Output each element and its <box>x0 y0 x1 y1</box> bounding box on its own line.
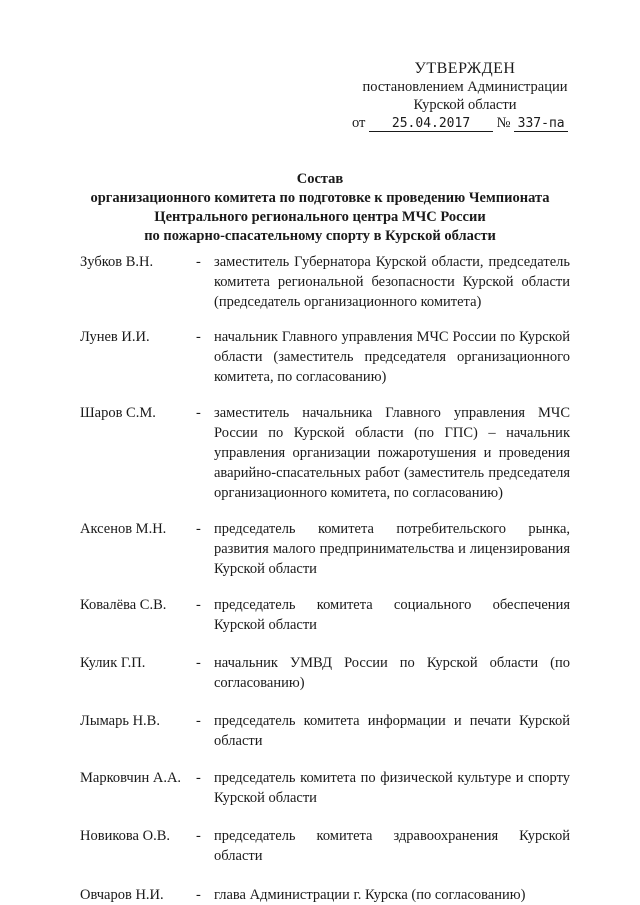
list-item <box>80 519 570 579</box>
member-name: Аксенов М.Н. <box>80 521 167 537</box>
member-role: председатель комитета потребительского рынка, развития малого предпринимательства и лицензирования Курской области <box>214 521 570 577</box>
list-item <box>80 252 570 312</box>
member-dash: - <box>196 521 201 537</box>
heading-title: Состав <box>296 171 344 187</box>
member-name: Новикова О.В. <box>80 828 170 844</box>
member-name: Лымарь Н.В. <box>80 713 160 729</box>
members-list <box>80 252 570 905</box>
list-item <box>80 403 570 503</box>
member-dash: - <box>196 405 201 421</box>
decree-date: 25.04.2017 <box>369 116 493 132</box>
member-name: Марковчин А.А. <box>80 770 182 786</box>
member-dash: - <box>196 597 201 613</box>
member-dash: - <box>196 887 201 903</box>
member-role: председатель комитета по физической культуре и спорту Курской области <box>214 770 570 806</box>
list-item <box>80 768 570 808</box>
date-prefix: от <box>352 115 366 131</box>
heading-line-2: организационного комитета по подготовке к проведению Чемпионата <box>90 190 550 206</box>
member-name: Лунев И.И. <box>80 329 150 345</box>
member-name: Ковалёва С.В. <box>80 597 167 613</box>
number-prefix: № <box>496 115 511 131</box>
document-heading <box>60 170 580 246</box>
approval-title: УТВЕРЖДЕН <box>414 60 516 77</box>
member-role: глава Администрации г. Курска (по согласованию) <box>214 887 526 903</box>
heading-line-3: Центрального регионального центра МЧС России <box>154 209 486 225</box>
member-dash: - <box>196 828 201 844</box>
member-dash: - <box>196 329 201 345</box>
member-dash: - <box>196 713 201 729</box>
approval-line-decree: постановлением Администрации <box>362 79 568 95</box>
member-name: Шаров С.М. <box>80 405 156 421</box>
member-name: Кулик Г.П. <box>80 655 146 671</box>
list-item <box>80 595 570 635</box>
member-role: председатель комитета здравоохранения Курской области <box>214 828 570 864</box>
member-role: председатель комитета информации и печати Курской области <box>214 713 570 749</box>
member-role: начальник Главного управления МЧС России по Курской области (заместитель председателя организационного комитета, по согласованию) <box>214 329 570 385</box>
approval-date-line <box>340 114 590 132</box>
list-item <box>80 327 570 387</box>
list-item <box>80 826 570 866</box>
member-role: председатель комитета социального обеспечения Курской области <box>214 597 570 633</box>
list-item <box>80 653 570 693</box>
member-role: начальник УМВД России по Курской области (по согласованию) <box>214 655 570 691</box>
approval-block <box>340 60 590 132</box>
member-dash: - <box>196 254 201 270</box>
approval-line-region: Курской области <box>413 97 517 113</box>
heading-line-4: по пожарно-спасательному спорту в Курской области <box>144 228 496 244</box>
member-dash: - <box>196 655 201 671</box>
member-dash: - <box>196 770 201 786</box>
list-item <box>80 885 570 905</box>
member-role: заместитель Губернатора Курской области, председатель комитета региональной безопасности Курской области (председатель организационного комитета) <box>214 254 570 310</box>
decree-number: 337-па <box>514 116 568 132</box>
member-name: Зубков В.Н. <box>80 254 154 270</box>
member-name: Овчаров Н.И. <box>80 887 164 903</box>
list-item <box>80 711 570 751</box>
member-role: заместитель начальника Главного управления МЧС России по Курской области (по ГПС) – начальник управления организации пожаротушения и проведения аварийно-спасательных работ (заместитель председателя организационного комитета, по согласованию) <box>214 405 570 501</box>
